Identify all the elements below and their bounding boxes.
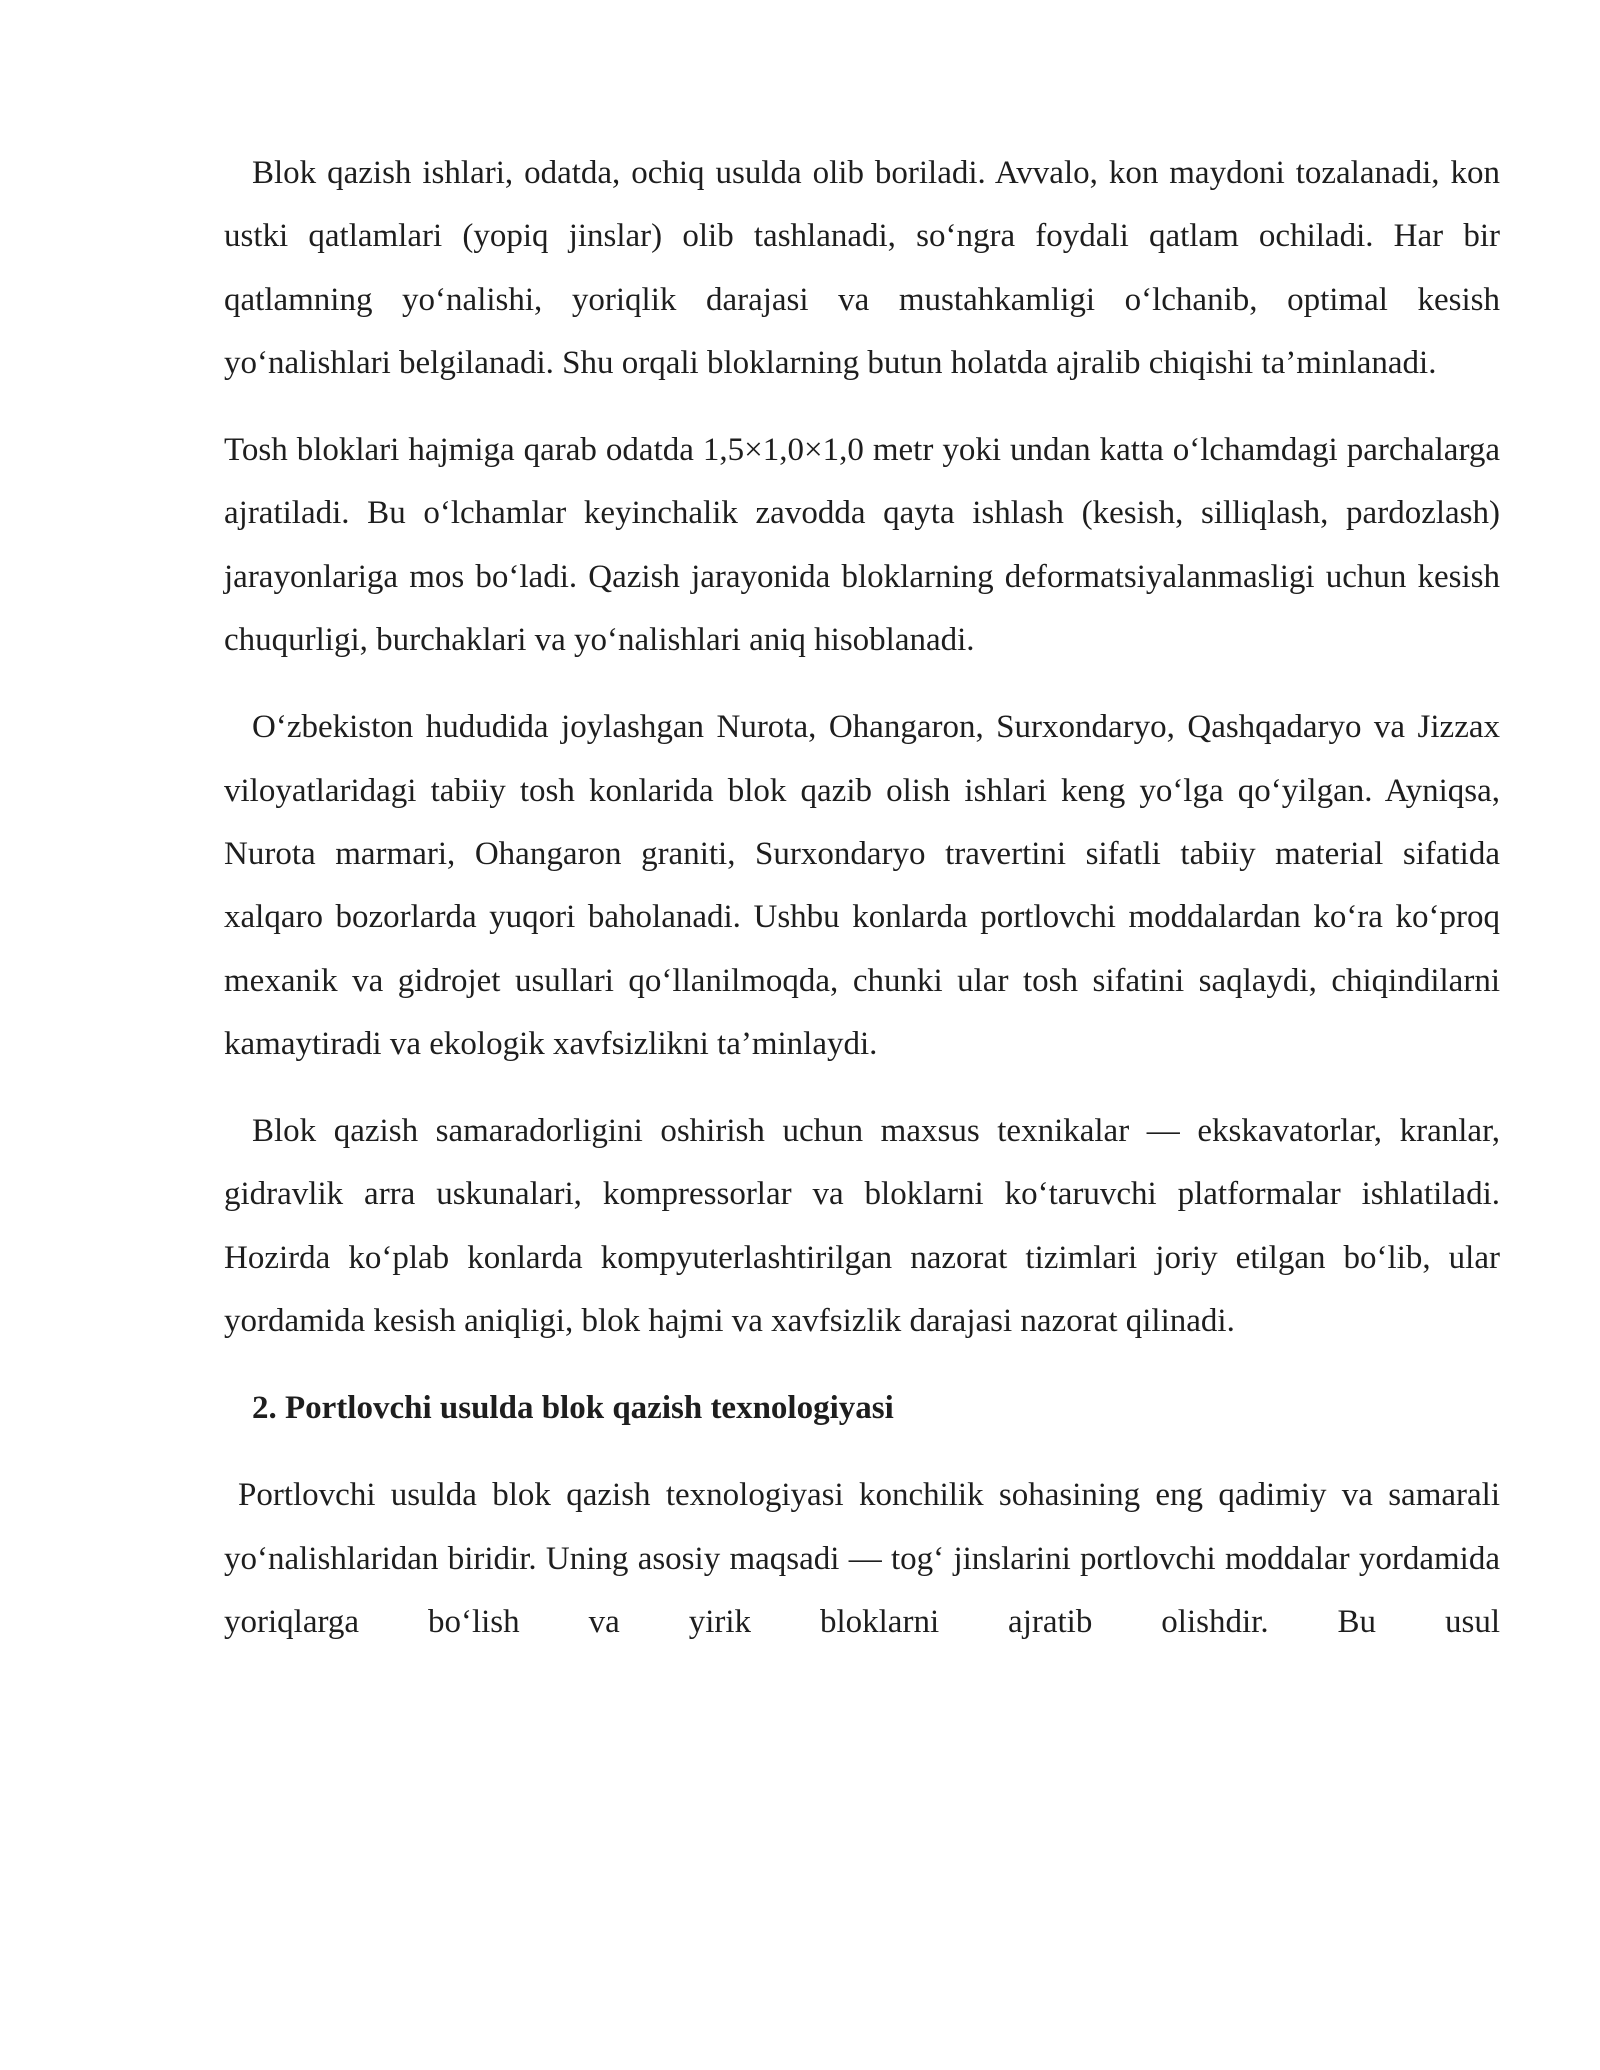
document-page	[224, 142, 1500, 1654]
paragraph-3: O‘zbekiston hududida joylashgan Nurota, Ohangaron, Surxondaryo, Qashqadaryo va Jizzax viloyatlaridagi tabiiy tosh konlarida blok qazib olish ishlari keng yo‘lga qo‘yilgan. Ayniqsa, Nurota marmari, Ohangaron graniti, Surxondaryo travertini sifatli tabiiy material sifatida xalqaro bozorlarda yuqori baholanadi. Ushbu konlarda portlovchi moddalardan ko‘ra ko‘proq mexanik va gidrojet usullari qo‘llanilmoqda, chunki ular tosh sifatini saqlaydi, chiqindilarni kamaytiradi va ekologik xavfsizlikni ta’minlaydi.	[224, 709, 1500, 1062]
section-heading: 2. Portlovchi usulda blok qazish texnologiyasi	[252, 1390, 894, 1427]
paragraph-4: Blok qazish samaradorligini oshirish uchun maxsus texnikalar — ekskavatorlar, kranlar, gidravlik arra uskunalari, kompressorlar va bloklarni ko‘taruvchi platformalar ishlatiladi. Hozirda ko‘plab konlarda kompyuterlashtirilgan nazorat tizimlari joriy etilgan bo‘lib, ular yordamida kesish aniqligi, blok hajmi va xavfsizlik darajasi nazorat qilinadi.	[224, 1113, 1500, 1340]
paragraph-5: Portlovchi usulda blok qazish texnologiyasi konchilik sohasining eng qadimiy va samarali yo‘nalishlaridan biridir. Uning asosiy maqsadi — tog‘ jinslarini portlovchi moddalar yordamida yoriqlarga bo‘lish va yirik bloklarni ajratib olishdir. Bu usul	[224, 1477, 1500, 1640]
paragraph-2: Tosh bloklari hajmiga qarab odatda 1,5×1,0×1,0 metr yoki undan katta o‘lchamdagi parchalarga ajratiladi. Bu o‘lchamlar keyinchalik zavodda qayta ishlash (kesish, silliqlash, pardozlash) jarayonlariga mos bo‘ladi. Qazish jarayonida bloklarning deformatsiyalanmasligi uchun kesish chuqurligi, burchaklari va yo‘nalishlari aniq hisoblanadi.	[224, 432, 1500, 659]
paragraph-1: Blok qazish ishlari, odatda, ochiq usulda olib boriladi. Avvalo, kon maydoni tozalanadi, kon ustki qatlamlari (yopiq jinslar) olib tashlanadi, so‘ngra foydali qatlam ochiladi. Har bir qatlamning yo‘nalishi, yoriqlik darajasi va mustahkamligi o‘lchanib, optimal kesish yo‘nalishlari belgilanadi. Shu orqali bloklarning butun holatda ajralib chiqishi ta’minlanadi.	[224, 155, 1500, 381]
